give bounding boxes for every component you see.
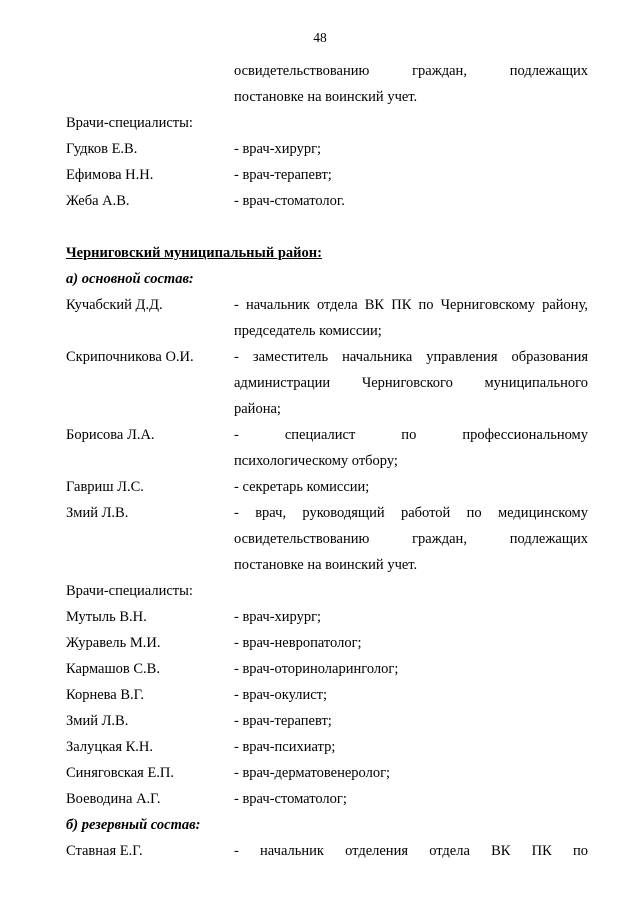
member-role: - секретарь комиссии; xyxy=(234,479,370,495)
member-row xyxy=(66,474,588,500)
member-name: Змий Л.В. xyxy=(66,713,129,729)
section-label xyxy=(66,110,588,136)
member-name: Мутыль В.Н. xyxy=(66,609,147,625)
member-role: - врач-оториноларинголог; xyxy=(234,661,399,677)
role-text: района; xyxy=(234,401,281,417)
main-composition-label: а) основной состав: xyxy=(66,271,194,287)
member-row xyxy=(66,760,588,786)
member-role: - врач-терапевт; xyxy=(234,167,332,183)
subsection-heading xyxy=(66,266,588,292)
member-row xyxy=(66,344,588,370)
role-continuation xyxy=(66,370,588,396)
role-continuation xyxy=(66,552,588,578)
role-text: освидетельствованию граждан, подлежащих xyxy=(234,531,588,547)
role-text: освидетельствованию граждан, подлежащих xyxy=(234,63,588,79)
member-name: Гавриш Л.С. xyxy=(66,479,144,495)
role-continuation xyxy=(66,84,588,110)
member-name: Гудков Е.В. xyxy=(66,141,138,157)
member-role: - начальник отделения отдела ВК ПК по xyxy=(234,843,588,859)
member-role: - врач-окулист; xyxy=(234,687,328,703)
member-role: - врач-психиатр; xyxy=(234,739,336,755)
member-row xyxy=(66,656,588,682)
role-text: председатель комиссии; xyxy=(234,323,382,339)
member-role: - специалист по профессиональному xyxy=(234,427,588,443)
member-row xyxy=(66,162,588,188)
member-name: Воеводина А.Г. xyxy=(66,791,161,807)
member-name: Кучабский Д.Д. xyxy=(66,297,163,313)
member-row xyxy=(66,838,588,864)
member-row xyxy=(66,630,588,656)
member-name: Жеба А.В. xyxy=(66,193,130,209)
member-name: Журавель М.И. xyxy=(66,635,161,651)
reserve-composition-label: б) резервный состав: xyxy=(66,817,201,833)
member-name: Ставная Е.Г. xyxy=(66,843,143,859)
role-text: администрации Черниговского муниципального xyxy=(234,375,588,391)
member-role: - врач-хирург; xyxy=(234,609,322,625)
role-continuation xyxy=(66,448,588,474)
role-text: постановке на воинский учет. xyxy=(234,557,418,573)
member-role: - врач-невропатолог; xyxy=(234,635,362,651)
member-row xyxy=(66,708,588,734)
district-heading xyxy=(66,240,588,266)
member-name: Борисова Л.А. xyxy=(66,427,155,443)
member-name: Синяговская Е.П. xyxy=(66,765,175,781)
member-role: - заместитель начальника управления образования xyxy=(234,349,588,365)
member-name: Залуцкая К.Н. xyxy=(66,739,154,755)
district-title: Черниговский муниципальный район: xyxy=(66,245,322,261)
member-role: - начальник отдела ВК ПК по Черниговскому району, xyxy=(234,297,588,313)
member-row xyxy=(66,422,588,448)
role-continuation xyxy=(66,396,588,422)
member-row xyxy=(66,188,588,214)
member-role: - врач-хирург; xyxy=(234,141,322,157)
member-role: - врач-терапевт; xyxy=(234,713,332,729)
specialists-label: Врачи-специалисты: xyxy=(66,115,193,131)
member-row xyxy=(66,786,588,812)
subsection-heading xyxy=(66,812,588,838)
member-name: Змий Л.В. xyxy=(66,505,129,521)
member-name: Кармашов С.В. xyxy=(66,661,160,677)
member-row xyxy=(66,136,588,162)
role-continuation xyxy=(66,526,588,552)
member-name: Скрипочникова О.И. xyxy=(66,349,194,365)
page-number: 48 xyxy=(313,30,327,45)
member-name: Корнева В.Г. xyxy=(66,687,145,703)
role-text: психологическому отбору; xyxy=(234,453,398,469)
member-role: - врач-стоматолог. xyxy=(234,193,345,209)
member-row xyxy=(66,292,588,318)
member-row xyxy=(66,682,588,708)
member-row xyxy=(66,604,588,630)
member-role: - врач-стоматолог; xyxy=(234,791,347,807)
member-role: - врач, руководящий работой по медицинскому xyxy=(234,505,588,521)
role-continuation xyxy=(66,318,588,344)
member-role: - врач-дерматовенеролог; xyxy=(234,765,391,781)
section-label xyxy=(66,578,588,604)
role-text: постановке на воинский учет. xyxy=(234,89,418,105)
member-name: Ефимова Н.Н. xyxy=(66,167,154,183)
member-row xyxy=(66,500,588,526)
specialists-label: Врачи-специалисты: xyxy=(66,583,193,599)
role-continuation xyxy=(66,58,588,84)
member-row xyxy=(66,734,588,760)
